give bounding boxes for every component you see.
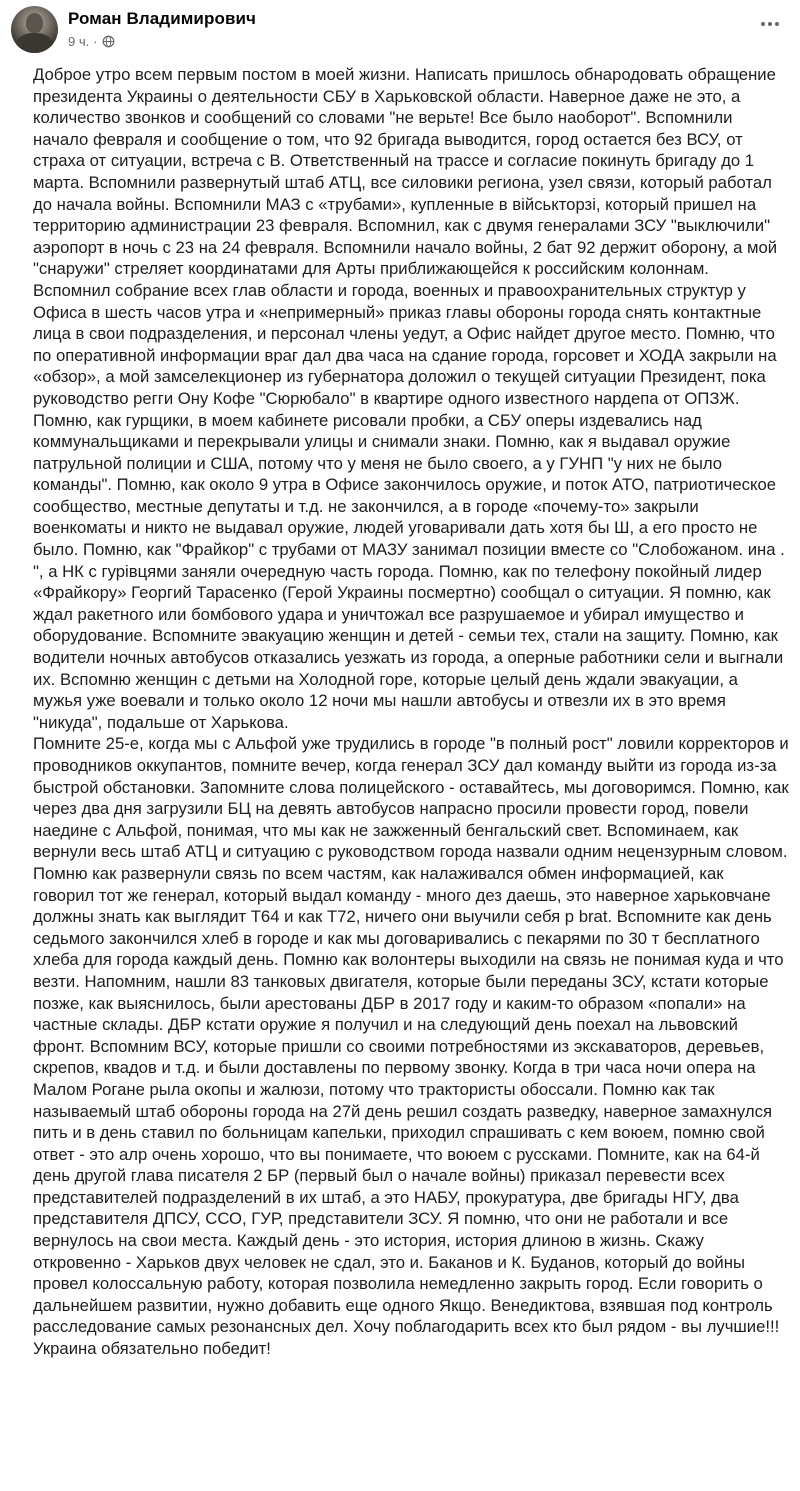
more-dot bbox=[775, 22, 779, 26]
author-name[interactable]: Роман Владимирович bbox=[68, 9, 257, 28]
post-text: Доброе утро всем первым постом в моей жизни. Написать пришлось обнародовать обращение президента Украины о деятельности СБУ в Харьковской области. Наверное даже не это, а количество звонков и сообщений со словами "не верьте! Все было наоборот". Вспомнили начало февраля и сообщение о том, что 92 бригада выводится, город остается без ВСУ, от страха от ситуации, встреча с В. Ответственный на трассе и согласие покинуть бригаду до 1 марта. Вспомнили развернутый штаб АТЦ, все силовики региона, узел связи, который работал до начала войны. Вспомнили МАЗ с «трубами», купленные в військторзі, который пришел на территорию администрации 23 февраля. Вспомнил, как с двумя генералами ЗСУ "выключили" аэропорт в ночь с 23 на 24 февраля. Вспомнили начало войны, 2 бат 92 держит оборону, а мой "снаружи" стреляет координатами для Арты приближающейся к российским колоннам. Вспомнил собрание всех глав области и города, военных и правоохранительных структур у Офиса в шесть часов утра и «непримерный» приказ главы обороны города снять контактные лица в свои подразделения, и персонал члены уедут, а Офис найдет другое место. Помню, что по оперативной информации враг дал два часа на сдание города, горсовет и ХОДА закрыли на «обзор», а мой замселекционер из губернатора доложил о текущей ситуации Президент, пока руководство регги Ону Кофе "Сюрюбало" в квартире одного известного нардепа от ОПЗЖ. Помню, как гурщики, в моем кабинете рисовали пробки, а СБУ оперы издевались над коммунальщиками и перекрывали улицы и снимали знаки. Помню, как я выдавал оружие патрульной полиции и США, потому что у меня не было своего, а у ГУНП "у них не было команды". Помню, как около 9 утра в Офисе закончилось оружие, и поток АТО, патриотическое сообщество, местные депутаты и т.д. не закончился, а в городе «почему-то» закрыли военкоматы и никто не выдавал оружие, людей уговаривали дать хотя бы Ш, а его просто не было. Помню, как "Фрайкор" с трубами от МАЗУ занимал позиции вместе со "Слобожаном. ина . ", а НК с гурівцями заняли очередную часть города. Помню, как по телефону покойный лидер «Фрайкору» Георгий Тарасенко (Герой Украины посмертно) сообщал о ситуации. Я помню, как ждал ракетного или бомбового удара и уничтожал все разрушаемое и убирал имущество и оборудование. Вспомните эвакуацию женщин и детей - семьи тех, стали на защиту. Помню, как водители ночных автобусов отказались уезжать из города, а оперные работники сели и выгнали их. Вспомню женщин с детьми на Холодной горе, которые целый день ждали эвакуации, а мужья уже воевали и только около 12 ночи мы нашли автобусы и отвезли их в это время "никуда", подальше от Харькова. Помните 25-е, когда мы с Альфой уже трудились в городе "в полный рост" ловили корректоров и проводников оккупантов, помните вечер, когда генерал ЗСУ дал команду выйти из города из-за быстрой обстановки. Запомните слова полицейского - оставайтесь, мы договоримся. Помню, как через два дня загрузили БЦ на девять автобусов напрасно просили провести город, повели наедине с Альфой, понимая, что мы как не зажженный бенгальский свет. Вспоминаем, как вернули весь штаб АТЦ и ситуацию с руководством города назвали одним нецензурным словом. Помню как развернули связь по всем частям, как налаживался обмен информацией, как говорил тот же генерал, который выдал команду - много дез даешь, это наверное харьковчане должны знать как выглядит Т64 и как Т72, ничего они выучили себя р brat. Вспомните как день седьмого закончился хлеб в городе и как мы договаривались с пекарями по 30 т бесплатного хлеба для города каждый день. Помню как волонтеры выходили на связь не понимая куда и что везти. Напомним, нашли 83 танковых двигателя, которые были переданы ЗСУ, кстати которые позже, как выяснилось, были арестованы ДБР в 2017 году и каким-то образом «попали» на частные склады. ДБР кстати оружие я получил и на следующий день поехал на львовский фронт. Вспомним ВСУ, которые пришли со своими потребностями из экскаваторов, деревьев, скрепов, квадов и т.д. и были доставлены по первому звонку. Когда в три часа ночи опера на Малом Рогане рыла окопы и жалюзи, потому что трактористы обоссали. Помню как так называемый штаб обороны города на 27й день решил создать разведку, наверное замахнулся пить и в день ставил по больницам капельки, приходил спрашивать с кем воюем, помню свой ответ - это алр очень хорошо, что вы понимаете, что воюем с руссками. Помните, как на 64-й день другой глава писателя 2 БР (первый был о начале войны) приказал перевести всех представителей подразделений в их штаб, а это НАБУ, прокуратура, две бригады НГУ, два представителя ДПСУ, ССО, ГУР, представители ЗСУ. Я помню, что они не работали и все вернулось на свои места. Каждый день - это история, история длиною в жизнь. Скажу откровенно - Харьков двух человек не сдал, это и. Баканов и К. Буданов, который до войны провел колоссальную работу, которая позволила немедленно закрыть город. Если говорить о дальнейшем развитии, нужно добавить еще одного Якщо. Венедиктова, взявшая под контроль расследование самых резонансных дел. Хочу поблагодарить всех кто был рядом - вы лучшие!!! Украина обязательно победит! bbox=[33, 65, 789, 1359]
avatar[interactable] bbox=[11, 6, 58, 53]
post-meta bbox=[68, 34, 115, 49]
globe-icon[interactable] bbox=[102, 35, 115, 48]
more-dot bbox=[761, 22, 765, 26]
post-header bbox=[0, 0, 800, 64]
avatar-head bbox=[26, 13, 43, 33]
meta-separator: · bbox=[93, 34, 98, 49]
post-body bbox=[33, 64, 789, 1360]
post-time[interactable]: 9 ч. bbox=[68, 34, 90, 49]
more-dot bbox=[768, 22, 772, 26]
avatar-shoulders bbox=[16, 33, 53, 53]
more-options-icon[interactable] bbox=[756, 14, 784, 34]
